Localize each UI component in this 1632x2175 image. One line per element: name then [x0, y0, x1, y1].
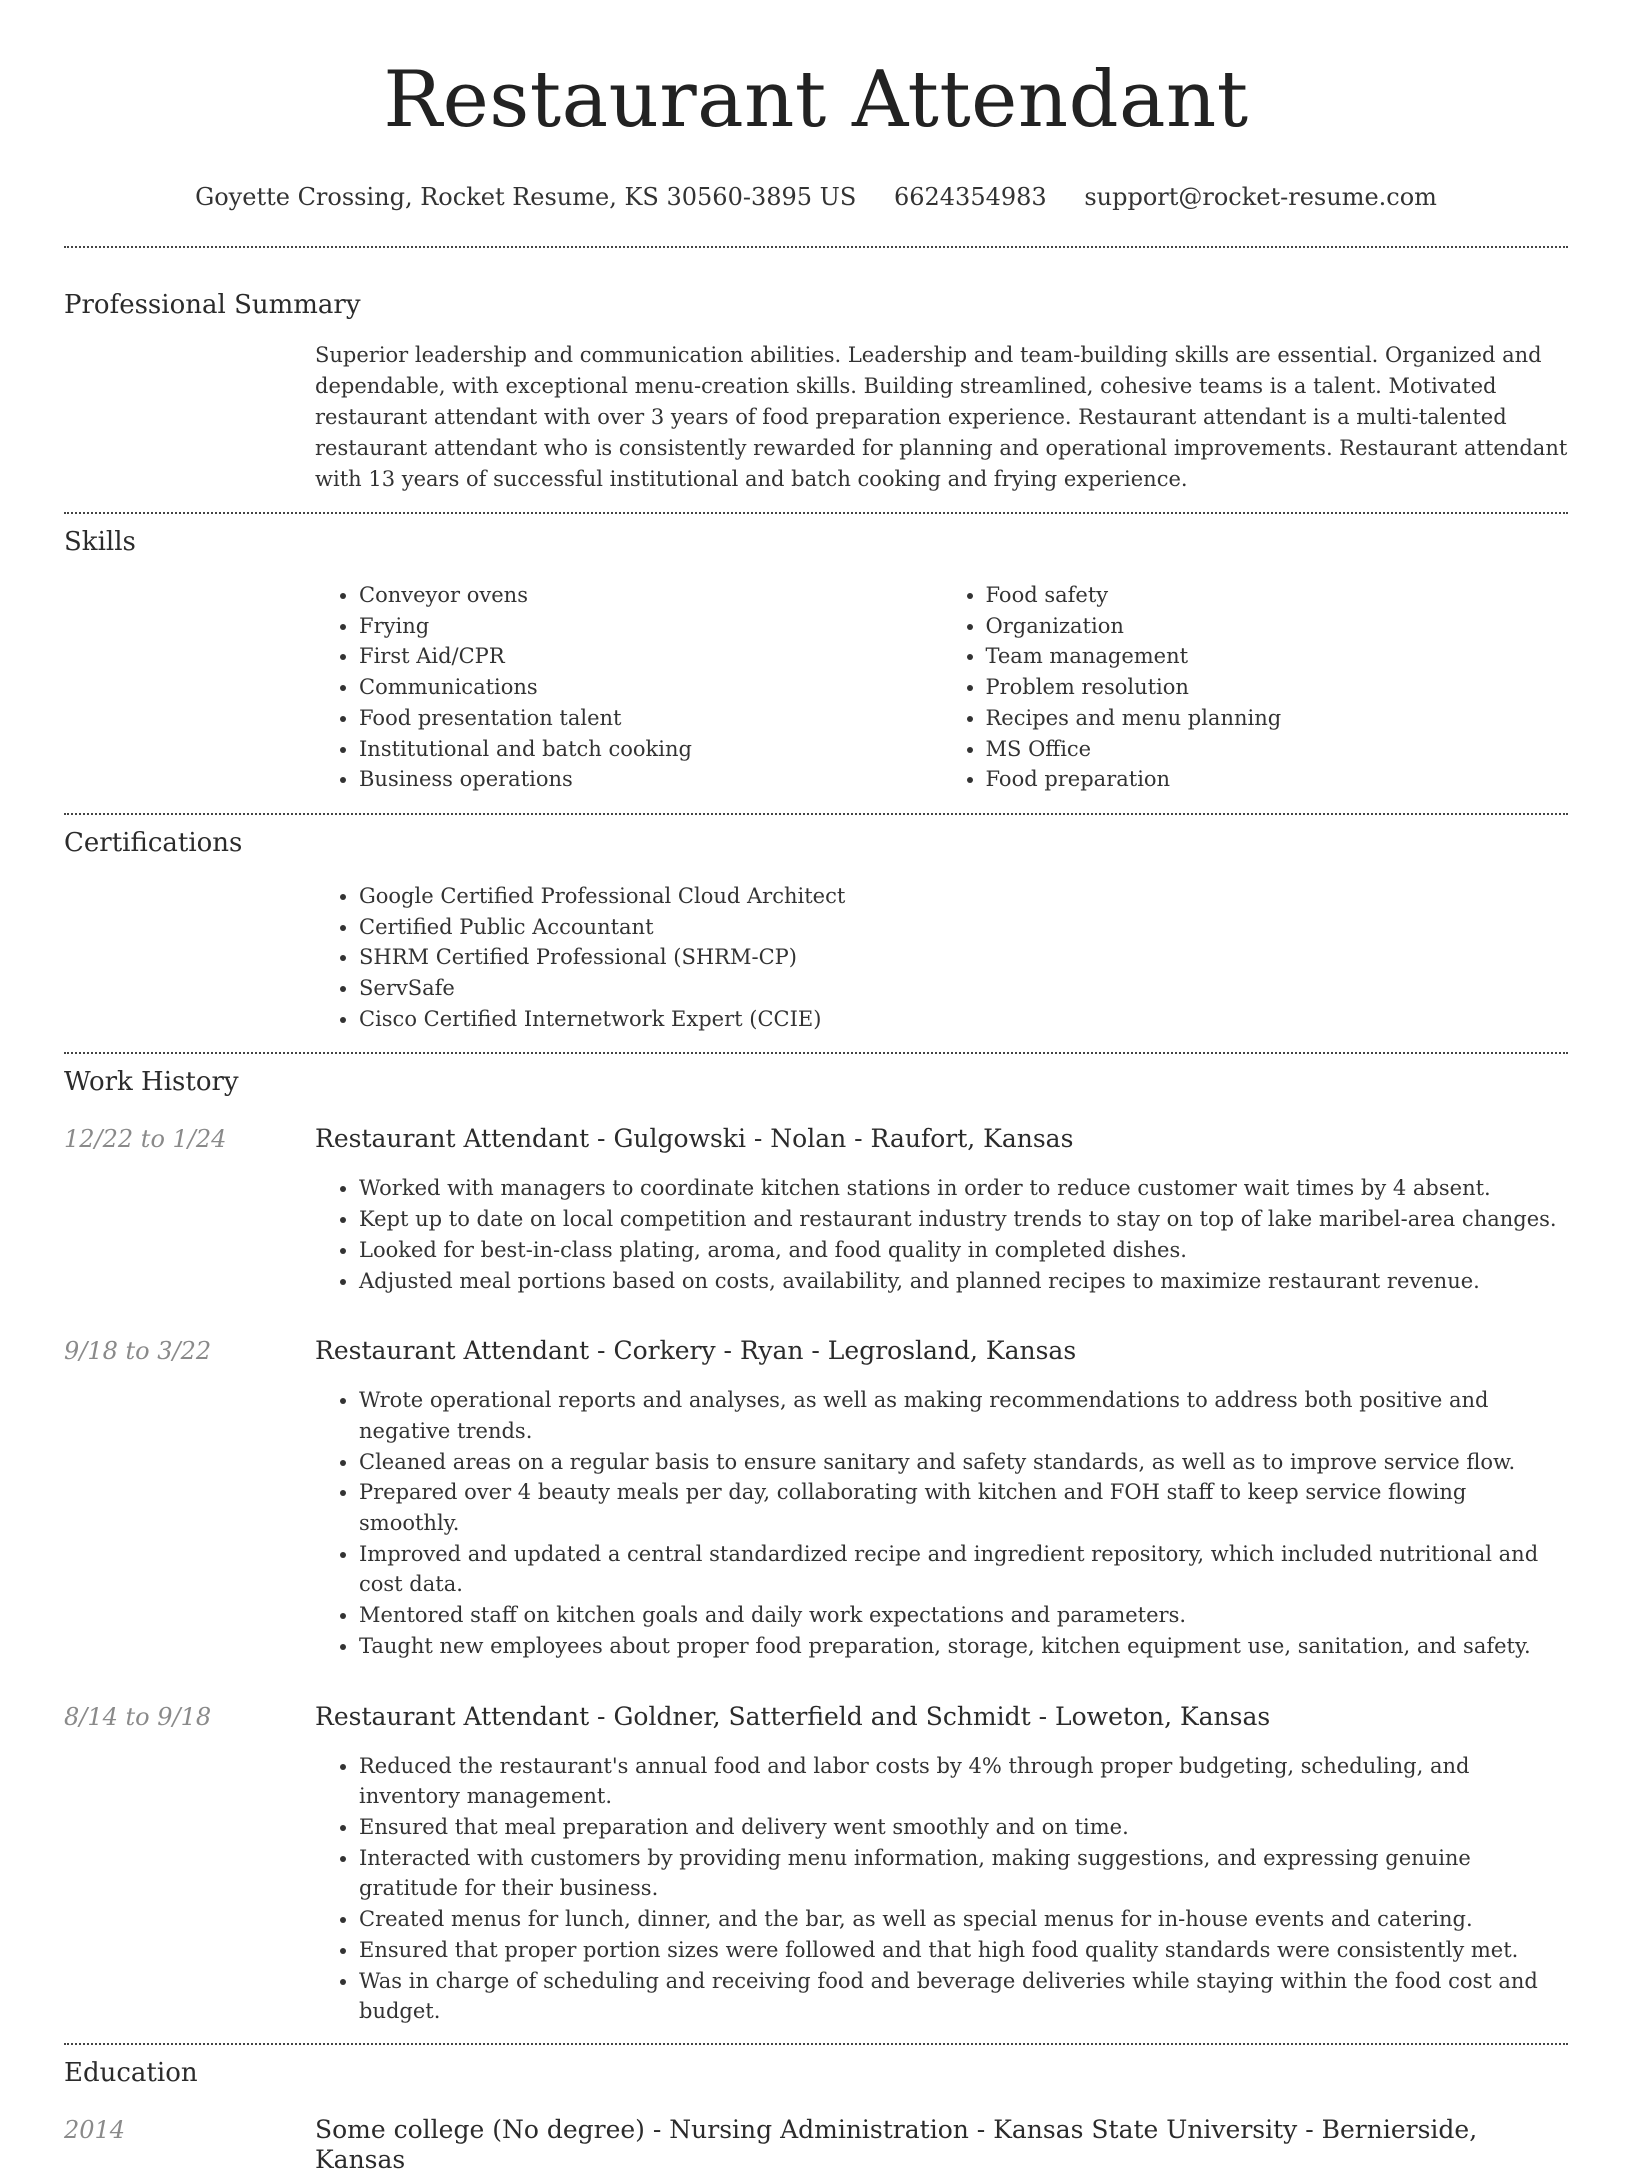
resume-name: Restaurant Attendant [383, 55, 1249, 145]
job-duties [315, 1173, 1568, 1296]
certification-item: • Cisco Certified Internetwork Expert (CCIE) [359, 1004, 1568, 1035]
education-entry [64, 2115, 1568, 2175]
education-date: 2014 [64, 2115, 126, 2144]
section-title-education: Education [64, 2057, 198, 2088]
certification-item: • Google Certified Professional Cloud Architect [359, 881, 1568, 912]
job-duties-list [315, 1751, 1568, 2027]
job-duties-list [315, 1385, 1568, 1661]
section-title-summary: Professional Summary [64, 290, 361, 320]
job-duty-item: • Was in charge of scheduling and receiving food and beverage deliveries while staying within the food cost and budget. [359, 1966, 1568, 2027]
skill-item: • Team management [986, 641, 1569, 672]
job-title: Restaurant Attendant - Goldner, Satterfield and Schmidt - Loweton, Kansas [315, 1701, 1271, 1731]
skill-item: • Business operations [359, 764, 942, 795]
job-date: 8/14 to 9/18 [64, 1702, 212, 1731]
divider [64, 1052, 1568, 1054]
skills-list-left [315, 580, 942, 795]
job-duties-list [315, 1173, 1568, 1296]
divider [64, 813, 1568, 815]
job-duty-item: • Created menus for lunch, dinner, and the bar, as well as special menus for in-house events and catering. [359, 1904, 1568, 1935]
job-duty-item: • Cleaned areas on a regular basis to ensure sanitary and safety standards, as well as to improve service flow. [359, 1447, 1568, 1478]
certifications-list [315, 881, 1568, 1035]
skill-item: • Organization [986, 611, 1569, 642]
skill-item: • Food preparation [986, 764, 1569, 795]
job-header [64, 1124, 1568, 1154]
skill-item: • MS Office [986, 734, 1569, 765]
certification-item: • Certified Public Accountant [359, 912, 1568, 943]
job-duty-item: • Reduced the restaurant's annual food and labor costs by 4% through proper budgeting, scheduling, and inventory management. [359, 1751, 1568, 1812]
job-header [64, 1336, 1568, 1366]
certifications-block [315, 881, 1568, 1035]
skill-item: • First Aid/CPR [359, 641, 942, 672]
job-title: Restaurant Attendant - Corkery - Ryan - Legrosland, Kansas [315, 1336, 1077, 1366]
skills-grid [315, 580, 1568, 795]
divider [64, 246, 1568, 248]
divider [64, 2043, 1568, 2045]
job-title: Restaurant Attendant - Gulgowski - Nolan - Raufort, Kansas [315, 1124, 1074, 1154]
section-title-certifications: Certifications [64, 827, 243, 858]
job-duty-item: • Mentored staff on kitchen goals and daily work expectations and parameters. [359, 1600, 1568, 1631]
job-duty-item: • Improved and updated a central standardized recipe and ingredient repository, which included nutritional and cost data. [359, 1539, 1568, 1600]
skill-item: • Food safety [986, 580, 1569, 611]
skills-list-right [942, 580, 1569, 795]
contact-phone: 6624354983 [893, 183, 1047, 211]
job-duties [315, 1385, 1568, 1661]
job-header [64, 1702, 1568, 1732]
section-title-work: Work History [64, 1067, 239, 1098]
divider [64, 512, 1568, 514]
job-duty-item: • Ensured that proper portion sizes were followed and that high food quality standards were consistently met. [359, 1935, 1568, 1966]
contact-address: Goyette Crossing, Rocket Resume, KS 30560-3895 US [195, 183, 857, 211]
skill-item: • Recipes and menu planning [986, 703, 1569, 734]
skill-item: • Conveyor ovens [359, 580, 942, 611]
skill-item: • Frying [359, 611, 942, 642]
skill-item: • Institutional and batch cooking [359, 734, 942, 765]
job-duty-item: • Wrote operational reports and analyses, as well as making recommendations to address both positive and negative trends. [359, 1385, 1568, 1446]
job-duty-item: • Adjusted meal portions based on costs, availability, and planned recipes to maximize restaurant revenue. [359, 1266, 1568, 1297]
job-duty-item: • Taught new employees about proper food preparation, storage, kitchen equipment use, sanitation, and safety. [359, 1631, 1568, 1662]
summary-text: Superior leadership and communication abilities. Leadership and team-building skills are essential. Organized and dependable, with exceptional menu-creation skills. Building streamlined, cohesive teams is a talent. Motivated restaurant attendant with over 3 years of food preparation experience. Restaurant attendant is a multi-talented restaurant attendant who is consistently rewarded for planning and operational improvements. Restaurant attendant with 13 years of successful institutional and batch cooking and frying experience. [315, 343, 1568, 491]
job-duties [315, 1751, 1568, 2027]
job-duty-item: • Interacted with customers by providing menu information, making suggestions, and expressing genuine gratitude for their business. [359, 1843, 1568, 1904]
job-duty-item: • Looked for best-in-class plating, aroma, and food quality in completed dishes. [359, 1235, 1568, 1266]
job-date: 9/18 to 3/22 [64, 1337, 212, 1366]
skill-item: • Problem resolution [986, 672, 1569, 703]
job-duty-item: • Worked with managers to coordinate kitchen stations in order to reduce customer wait times by 4 absent. [359, 1173, 1568, 1204]
skill-item: • Food presentation talent [359, 703, 942, 734]
job-duty-item: • Kept up to date on local competition and restaurant industry trends to stay on top of lake maribel-area changes. [359, 1204, 1568, 1235]
job-duty-item: • Prepared over 4 beauty meals per day, collaborating with kitchen and FOH staff to keep service flowing smoothly. [359, 1477, 1568, 1538]
contact-email: support@rocket-resume.com [1084, 183, 1437, 211]
job-duty-item: • Ensured that meal preparation and delivery went smoothly and on time. [359, 1812, 1568, 1843]
education-title: Some college (No degree) - Nursing Administration - Kansas State University - Bernierside, Kansas [315, 2114, 1478, 2174]
certification-item: • SHRM Certified Professional (SHRM-CP) [359, 942, 1568, 973]
job-date: 12/22 to 1/24 [64, 1125, 227, 1154]
contact-line [64, 182, 1568, 212]
certification-item: • ServSafe [359, 973, 1568, 1004]
section-title-skills: Skills [64, 527, 136, 557]
skill-item: • Communications [359, 672, 942, 703]
